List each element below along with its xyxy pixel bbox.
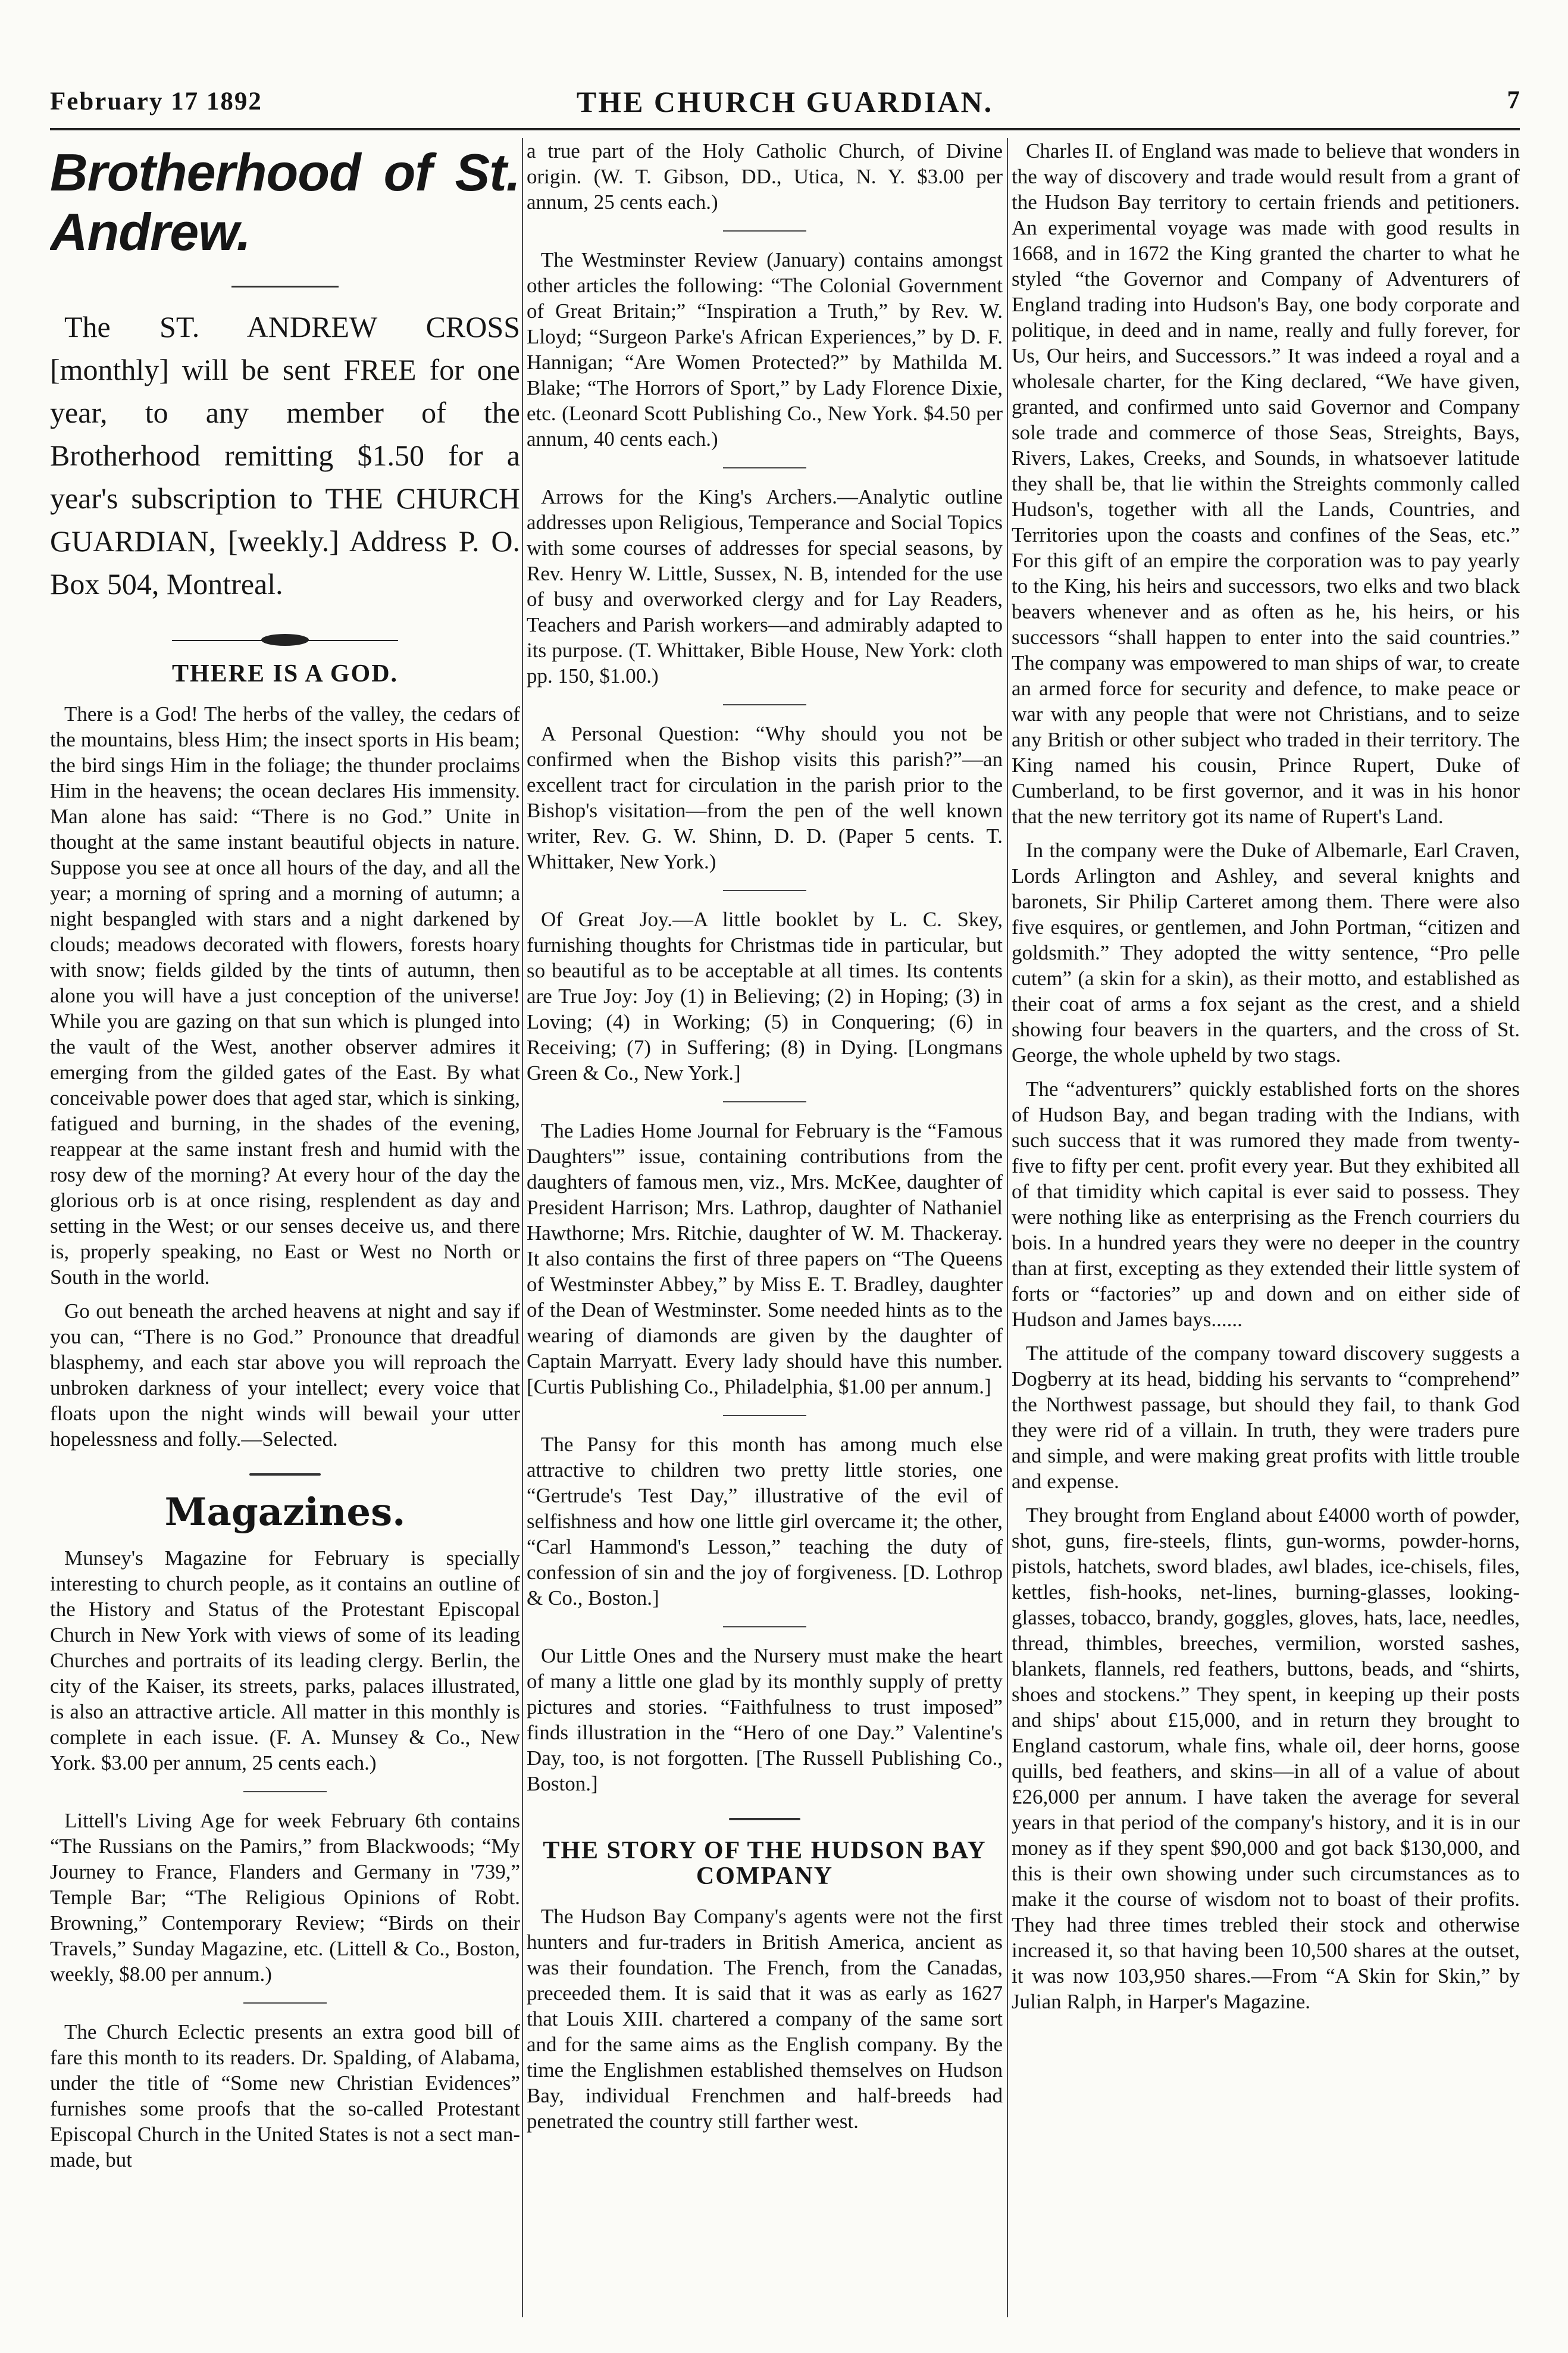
divider-rule: [723, 890, 806, 891]
hudson-bay-heading: THE STORY OF THE HUDSON BAY COMPANY: [543, 1837, 987, 1890]
ornamental-divider: [729, 1818, 800, 1820]
hudson-bay-paragraph-5: The attitude of the company toward discovery suggests a Dogberry at its head, bidding his servants to “comprehend” the Northwest passage, but should they fail, to thank God they were rid of a villain. In truth, they were traders pure and simple, and were making great profits with little trouble and expense.: [1012, 1342, 1520, 1493]
church-eclectic-continued: a true part of the Holy Catholic Church, of Divine origin. (W. T. Gibson, DD., Utica, N. Y. $3.00 per annum, 25 cents each.): [527, 139, 1003, 214]
hudson-bay-paragraph-4: The “adventurers” quickly established forts on the shores of Hudson Bay, and began trading with the Indians, with such success that it was rumored they made from twenty-five to fifty per cent. profit every year. But they exhibited all of that timidity which capital is ever said to possess. They were nothing like as enterprising as the French courriers du bois. In a hundred years they were no deeper in the country than at first, excepting as they extended their little system of forts or “factories” up and down and on either side of Hudson and James bays......: [1012, 1077, 1520, 1331]
divider-rule: [243, 2002, 327, 2004]
divider-rule: [723, 1415, 806, 1416]
column-2: [527, 138, 1003, 2320]
divider-rule: [723, 467, 806, 468]
arrows-notice: Arrows for the King's Archers.—Analytic outline addresses upon Religious, Temperance and Social Topics with some courses of addresses for special seasons, by Rev. Henry W. Little, Sussex, N. B, intended for the use of busy and overworked clergy and for Lay Readers, Teachers and Parish workers—and admirably adapted to its purpose. (T. Whittaker, Bible House, New York: cloth pp. 150, $1.00.): [527, 485, 1003, 688]
there-is-a-god-heading: THERE IS A GOD.: [171, 660, 399, 688]
hudson-bay-paragraph-2: Charles II. of England was made to believe that wonders in the way of discovery and trade would result from a grant of the Hudson Bay territory to certain friends and petitioners. An experimental voyage was made with good results in 1668, and in 1672 the King granted the charter to what he styled “the Governor and Company of Adventurers of England trading into Hudson's Bay, one body corporate and politique, in deed and in name, really and fully forever, for Us, Our heirs, and Successors.” It was indeed a royal and a wholesale charter, for the King declared, “We have given, granted, and confirmed unto said Governor and Company sole trade and commerce of those Seas, Streights, Bays, Rivers, Lakes, Creeks, and Sounds, in whatsoever latitude they shall be, that lie within the Streights commonly called Hudson's, together with all the Lands, Countries, and Territories upon the coasts and confines of the Seas, etc.” For this gift of an empire the corporation was to pay yearly to the King, his heirs and successors, two elks and two black beavers whenever and as often as he, his heirs, or his successors “shall happen to enter into the said countries.” The company was empowered to man ships of war, to create an armed force for security and defence, to make peace or war with any people that were not Christians, and to seize any British or other subject who traded in their territory. The King named his cousin, Prince Rupert, Duke of Cumberland, to be first governor, and it was in his honor that the new territory got its name of Rupert's Land.: [1012, 139, 1520, 828]
column-divider: [1007, 138, 1008, 2317]
littell-notice: Littell's Living Age for week February 6th contains “The Russians on the Pamirs,” from Blackwoods; “My Journey to France, Flanders and Germany in '739,” Temple Bar; “The Religious Opinions of Robt. Browning,” Contemporary Review; “Birds on their Travels,” Sunday Magazine, etc. (Littell & Co., Boston, weekly, $8.00 per annum.): [50, 1809, 520, 1986]
hudson-bay-paragraph-6: They brought from England about £4000 worth of powder, shot, guns, fire-steels, flints, gun-worms, powder-horns, pistols, hatchets, sword blades, awl blades, ice-chisels, files, kettles, fish-hooks, net-lines, burning-glasses, looking-glasses, tobacco, brandy, goggles, gloves, hats, lace, needles, thread, thimbles, breeches, vermilion, worsted sashes, blankets, flannels, red feathers, buttons, beads, and “shirts, shoes and stockens.” They spent, in keeping up their posts and ships' about £15,000, and in return they brought to England castorum, whale fins, whale oil, deer horns, goose quills, bed feathers, and skins—in all of a value of about £26,000 per annum. I have taken the average for several years in that period of the company's history, and it is in our money as if they spent $90,000 and got back $130,000, and this is their own showing under such circumstances as to make it the course of wisdom not to boast of their profits. They had three times trebled their stock and otherwise increased it, so that having been 10,500 shares at the outset, it was now 103,950 shares.—From “A Skin for Skin,” by Julian Ralph, in Harper's Magazine.: [1012, 1504, 1520, 2013]
column-1: [50, 138, 520, 2320]
page-number: 7: [1507, 86, 1520, 114]
god-paragraph-1: There is a God! The herbs of the valley, the cedars of the mountains, bless Him; the insect sports in His beam; the bird sings Him in the foliage; the thunder proclaims Him in the heavens; the ocean declares His immensity. Man alone has said: “There is no God.” Unite in thought at the same instant beautiful objects in nature. Suppose you see at once all hours of the day, and all the year; a morning of spring and a morning of autumn; a night bespangled with stars and a night darkened by clouds; meadows decorated with flowers, forests hoary with snow; fields gilded by the tints of autumn, then alone you will have a just conception of the universe! While you are gazing on that sun which is plunged into the vault of the West, another observer admires it emerging from the gilded gates of the East. By what conceivable power does that aged star, which is sinking, fatigued and burning, in the shades of the evening, reappear at the same instant fresh and humid with the rosy dew of the morning? At every hour of the day the glorious orb is at once rising, resplendent as day and setting in the West; or our senses deceive us, and there is, properly speaking, no East or West no North or South in the world.: [50, 702, 520, 1289]
divider-rule: [723, 1101, 806, 1102]
little-ones-notice: Our Little Ones and the Nursery must make the heart of many a little one glad by its monthly supply of pretty pictures and stories. “Faithfulness to trust imposed” finds illustration in the “Hero of one Day.” Valentine's Day, too, is not forgotten. [The Russell Publishing Co., Boston.]: [527, 1644, 1003, 1795]
divider-rule: [723, 1626, 806, 1627]
issue-date: February 17 1892: [50, 88, 262, 115]
church-eclectic-notice: The Church Eclectic presents an extra good bill of fare this month to its readers. Dr. Spalding, of Alabama, under the title of “Some new Christian Evidences” furnishes some proofs that the so-called Protestant Episcopal Church in the United States is not a sect man-made, but: [50, 2020, 520, 2171]
pansy-notice: The Pansy for this month has among much else attractive to children two pretty little stories, one “Gertrude's Test Day,” illustrative of the evil of selfishness and how one little girl overcame it; the other, “Carl Hammond's Lesson,” teaching the duty of confession of sin and the joy of forgiveness. [D. Lothrop & Co., Boston.]: [527, 1433, 1003, 1610]
st-andrew-cross-notice: The ST. ANDREW CROSS [monthly] will be sent FREE for one year, to any member of the Brotherhood remitting $1.50 for a year's subscription to THE CHURCH GUARDIAN, [weekly.] Address P. O. Box 504, Montreal.: [50, 310, 520, 601]
hudson-bay-paragraph-1: The Hudson Bay Company's agents were not the first hunters and fur-traders in British America, ancient as was their foundation. The French, from the Canadas, preceeded them. It is said that it was as early as 1627 that Louis XIII. chartered a company of the same sort and for the same aims as the English company. By the time the Englishmen established themselves on Hudson Bay, individual Frenchmen and half-breeds had penetrated the country still farther west.: [527, 1905, 1003, 2133]
header-rule: [50, 128, 1520, 130]
ornamental-divider: [249, 1473, 321, 1476]
hudson-bay-paragraph-3: In the company were the Duke of Albemarle, Earl Craven, Lords Arlington and Ashley, and several knights and baronets, Sir Philip Carteret among them. There were also five esquires, or gentlemen, and John Portman, “citizen and goldsmith.” They adopted the witty sentence, “Pro pelle cutem” (a skin for a skin), as their motto, and established as their coat of arms a fox sejant as the crest, and a shield showing four beavers in the quarters, and the cross of St. George, the whole upheld by two stags.: [1012, 839, 1520, 1067]
god-paragraph-2: Go out beneath the arched heavens at night and say if you can, “There is no God.” Pronounce that dreadful blasphemy, and each star above you will reproach the unbroken darkness of your intellect; every voice that floats upon the night winds will bewail your utter hopelessness and folly.—Selected.: [50, 1299, 520, 1451]
magazines-heading: Magazines.: [164, 1490, 406, 1535]
personal-question-notice: A Personal Question: “Why should you not be confirmed when the Bishop visits this parish?”—an excellent tract for circulation in the parish prior to the Bishop's visitation—from the pen of the well known writer, Rev. G. W. Shinn, D. D. (Paper 5 cents. T. Whittaker, New York.): [527, 722, 1003, 873]
divider-rule: [723, 704, 806, 705]
brotherhood-title: Brotherhood of St. Andrew.: [50, 143, 520, 261]
divider-rule: [231, 286, 339, 288]
column-3: [1012, 138, 1520, 2320]
ornamental-divider: [172, 629, 398, 653]
newspaper-title: THE CHURCH GUARDIAN.: [576, 85, 994, 118]
page-header: [50, 81, 1520, 117]
divider-rule: [723, 230, 806, 232]
great-joy-notice: Of Great Joy.—A little booklet by L. C. Skey, furnishing thoughts for Christmas tide in particular, but so beautiful as to be acceptable at all times. Its contents are True Joy: Joy (1) in Believing; (2) in Hoping; (3) in Loving; (4) in Working; (5) in Conquering; (6) in Receiving; (7) in Suffering; (8) in Dying. [Longmans Green & Co., New York.]: [527, 908, 1003, 1085]
munsey-notice: Munsey's Magazine for February is specially interesting to church people, as it contains an outline of the History and Status of the Protestant Episcopal Church in New York with views of some of its leading Churches and portraits of its leading clergy. Berlin, the city of the Kaiser, its streets, parks, palaces illustrated, is also an attractive article. All matter in this monthly is complete in each issue. (F. A. Munsey & Co., New York. $3.00 per annum, 25 cents each.): [50, 1546, 520, 1774]
divider-rule: [243, 1791, 327, 1792]
column-divider: [522, 138, 523, 2317]
westminster-review-notice: The Westminster Review (January) contains amongst other articles the following: “The Colonial Government of Great Britain;” “Inspiration a Truth,” by Rev. W. Lloyd; “Surgeon Parke's African Experiences,” by D. F. Hannigan; “Are Women Protected?” by Mathilda M. Blake; “The Horrors of Sport,” by Lady Florence Dixie, etc. (Leonard Scott Publishing Co., New York. $4.50 per annum, 40 cents each.): [527, 248, 1003, 451]
ladies-home-journal-notice: The Ladies Home Journal for February is the “Famous Daughters'” issue, containing contributions from the daughters of famous men, viz., Mrs. McKee, daughter of President Harrison; Mrs. Lathrop, daughter of Nathaniel Hawthorne; Mrs. Ritchie, daughter of W. M. Thackeray. It also contains the first of three papers on “The Queens of Westminster Abbey,” by Miss E. T. Bradley, daughter of the Dean of Westminster. Some needed hints as to the wearing of diamonds are given by the daughter of Captain Marryatt. Every lady should have this number. [Curtis Publishing Co., Philadelphia, $1.00 per annum.]: [527, 1119, 1003, 1398]
